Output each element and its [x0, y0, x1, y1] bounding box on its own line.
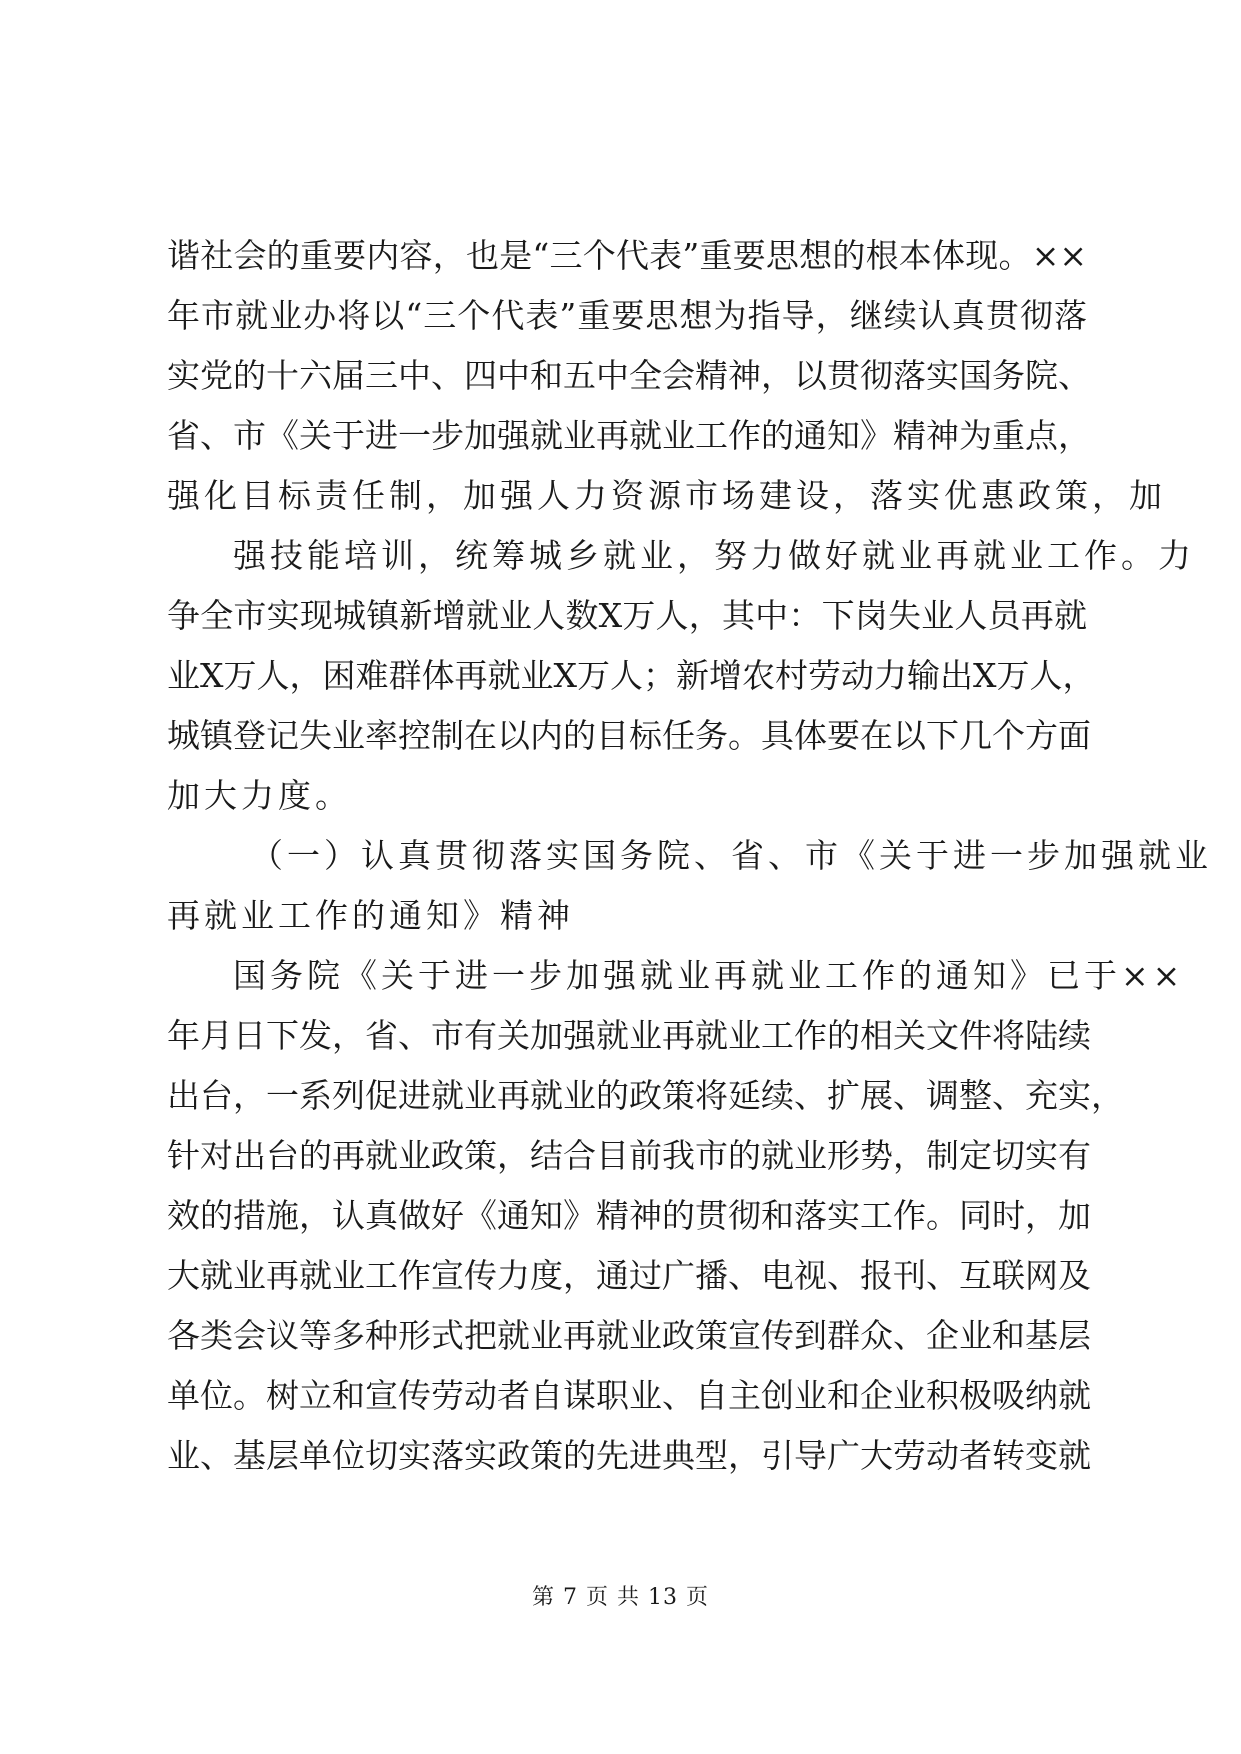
text-line: 效的措施，认真做好《通知》精神的贯彻和落实工作。同时，加 [167, 1196, 1091, 1235]
section-heading: （一）认真贯彻落实国务院、省、市《关于进一步加强就业 [250, 836, 1212, 875]
text-line: 各类会议等多种形式把就业再就业政策宣传到群众、企业和基层 [167, 1316, 1091, 1355]
text-line: 年月日下发，省、市有关加强就业再就业工作的相关文件将陆续 [167, 1016, 1091, 1055]
text-line: 单位。树立和宣传劳动者自谋职业、自主创业和企业积极吸纳就 [167, 1376, 1091, 1415]
paragraph-first-line: 国务院《关于进一步加强就业再就业工作的通知》已于×× [233, 956, 1185, 995]
text-line: 谐社会的重要内容，也是“三个代表”重要思想的根本体现。×× [167, 236, 1087, 275]
paragraph-first-line: 强技能培训，统筹城乡就业，努力做好就业再就业工作。力 [233, 536, 1195, 575]
text-line: 省、市《关于进一步加强就业再就业工作的通知》精神为重点， [167, 416, 1091, 455]
text-line: 争全市实现城镇新增就业人数X万人，其中：下岗失业人员再就 [167, 596, 1087, 635]
text-line: 实党的十六届三中、四中和五中全会精神，以贯彻落实国务院、 [167, 356, 1091, 395]
document-body [167, 226, 1212, 1486]
text-line: 业X万人，困难群体再就业X万人；新增农村劳动力输出X万人， [167, 656, 1096, 695]
text-line: 加大力度。 [167, 776, 352, 815]
text-line: 强化目标责任制，加强人力资源市场建设，落实优惠政策，加 [167, 476, 1166, 515]
text-line: 大就业再就业工作宣传力度，通过广播、电视、报刊、互联网及 [167, 1256, 1091, 1295]
section-heading-continued: 再就业工作的通知》精神 [167, 896, 574, 935]
text-line: 出台，一系列促进就业再就业的政策将延续、扩展、调整、充实， [167, 1076, 1124, 1115]
text-line: 城镇登记失业率控制在以内的目标任务。具体要在以下几个方面 [167, 716, 1091, 755]
text-line: 年市就业办将以“三个代表”重要思想为指导，继续认真贯彻落 [167, 296, 1087, 335]
text-line: 针对出台的再就业政策，结合目前我市的就业形势，制定切实有 [167, 1136, 1091, 1175]
page-number-footer: 第 7 页 共 13 页 [532, 1585, 709, 1610]
text-line: 业、基层单位切实落实政策的先进典型，引导广大劳动者转变就 [167, 1436, 1091, 1475]
